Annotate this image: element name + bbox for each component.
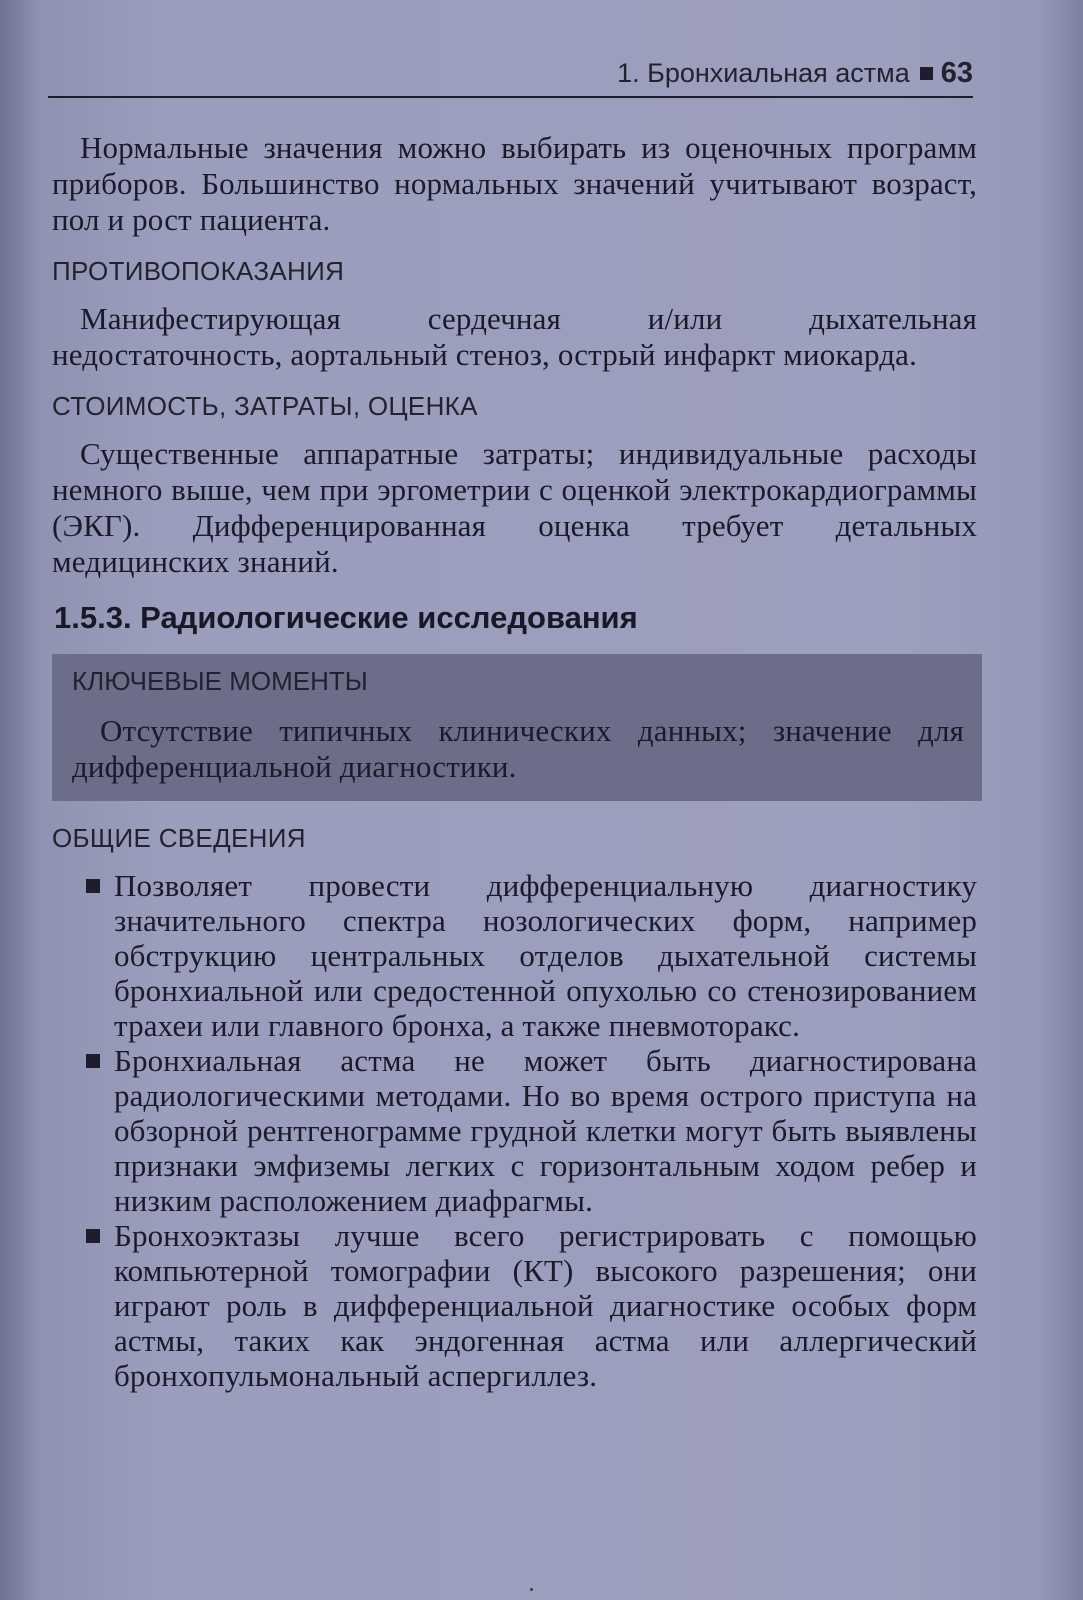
square-bullet-icon: [86, 1229, 100, 1243]
square-bullet-icon: [86, 1054, 100, 1068]
chapter-title: 1. Бронхиальная астма: [617, 58, 910, 88]
running-header: [48, 50, 973, 98]
list-item-text: Бронхиальная астма не может быть диагностирована радиологическими методами. Но во время острого приступа на обзорной рентгенограмме грудной клетки могут быть выявлены признаки эмфиземы легких с горизонтальным ходом ребер и низким расположением диафрагмы.: [114, 1043, 977, 1218]
general-info-list: [52, 868, 977, 1393]
contraindications-text: Манифестирующая сердечная и/или дыхательная недостаточность, аортальный стеноз, острый инфаркт миокарда.: [52, 301, 977, 372]
key-points-heading: КЛЮЧЕВЫЕ МОМЕНТЫ: [72, 666, 368, 696]
cost-heading: СТОИМОСТЬ, ЗАТРАТЫ, ОЦЕНКА: [52, 391, 478, 421]
square-bullet-icon: [920, 67, 933, 80]
key-points-text: Отсутствие типичных клинических данных; значение для дифференциальной диагностики.: [72, 713, 964, 784]
list-item: [52, 1218, 977, 1393]
page-content: [52, 130, 977, 1393]
list-item-text: Бронхоэктазы лучше всего регистрировать с помощью компьютерной томографии (КТ) высокого разрешения; они играют роль в дифференциальной диагностике особых форм астмы, таких как эндогенная астма или аллергический бронхопульмональный аспергиллез.: [114, 1218, 977, 1393]
square-bullet-icon: [86, 879, 100, 893]
general-info-heading: ОБЩИЕ СВЕДЕНИЯ: [52, 823, 306, 853]
page-number: 63: [940, 57, 973, 89]
print-speck: [530, 1588, 533, 1591]
key-points-box: [52, 654, 982, 801]
list-item-text: Позволяет провести дифференциальную диагностику значительного спектра нозологических форм, например обструкцию центральных отделов дыхательной системы бронхиальной или средостенной опухолью со стенозированием трахеи или главного бронха, а также пневмоторакс.: [114, 868, 977, 1043]
section-title: 1.5.3. Радиологические исследования: [54, 600, 638, 635]
contraindications-heading: ПРОТИВОПОКАЗАНИЯ: [52, 256, 345, 286]
list-item: [52, 1043, 977, 1218]
list-item: [52, 868, 977, 1043]
cost-text: Существенные аппаратные затраты; индивидуальные расходы немного выше, чем при эргометрии с оценкой электрокардиограммы (ЭКГ). Дифференцированная оценка требует детальных медицинских знаний.: [52, 436, 977, 579]
intro-paragraph: Нормальные значения можно выбирать из оценочных программ приборов. Большинство нормальных значений учитывают возраст, пол и рост пациента.: [52, 130, 977, 237]
